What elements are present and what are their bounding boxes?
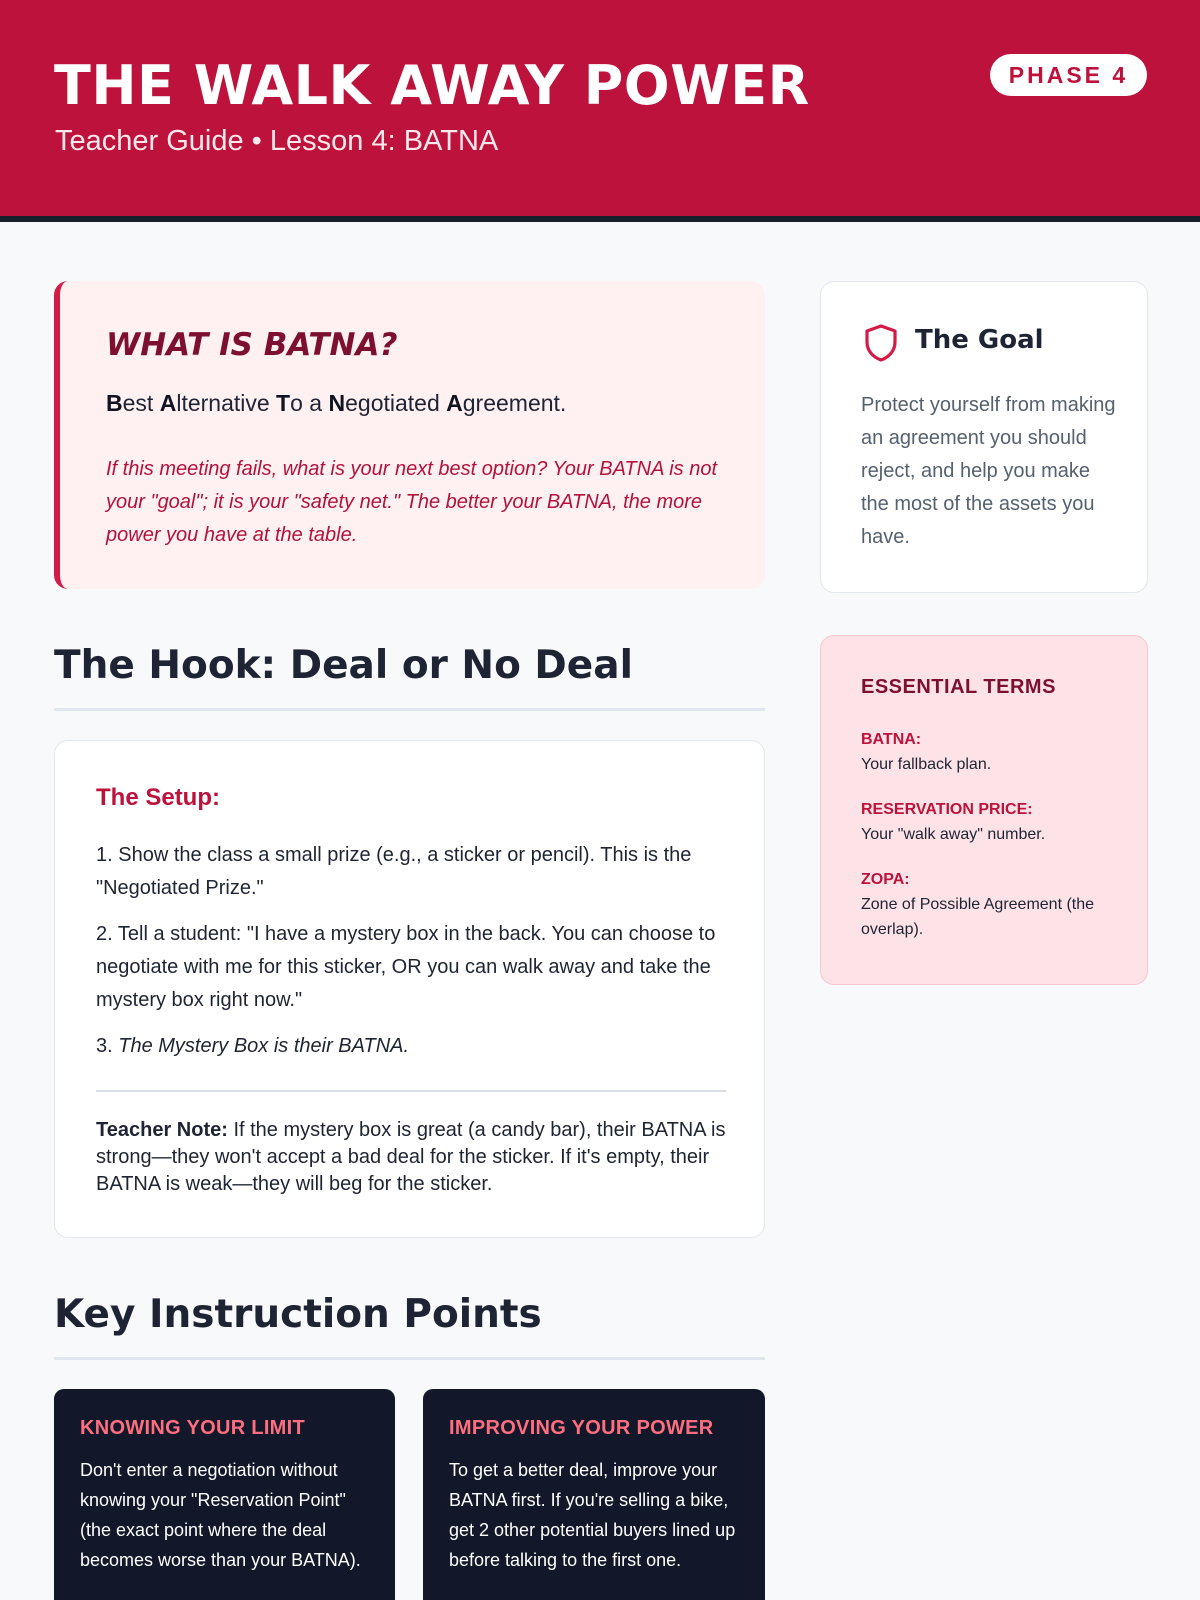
- acronym-initial: T: [276, 390, 291, 416]
- page-header: [0, 0, 1200, 222]
- term-definition: Zone of Possible Agreement (the overlap).: [861, 896, 1095, 938]
- term-definition: Your fallback plan.: [861, 756, 992, 773]
- term-item: [861, 871, 1121, 942]
- instruction-card: [423, 1389, 765, 1600]
- instruction-card-title: IMPROVING YOUR POWER: [449, 1417, 714, 1439]
- instruction-card-text: Don't enter a negotiation without knowing your "Reservation Point" (the exact point where the deal becomes worse than your BATNA).: [80, 1460, 361, 1570]
- term-item: [861, 801, 1121, 847]
- instruction-card-title: KNOWING YOUR LIMIT: [80, 1417, 306, 1439]
- setup-step: [96, 1030, 726, 1063]
- batna-definition: [106, 390, 566, 417]
- instruction-card-text: To get a better deal, improve your BATNA first. If you're selling a bike, get 2 other potential buyers lined up before talking to the first one.: [449, 1460, 736, 1570]
- setup-divider: [96, 1090, 726, 1092]
- section-divider: [54, 708, 765, 711]
- instruction-section-title: Key Instruction Points: [54, 1292, 542, 1337]
- hook-section-title: The Hook: Deal or No Deal: [54, 643, 633, 688]
- acronym-initial: A: [446, 390, 463, 416]
- teacher-note-label: Teacher Note:: [96, 1119, 228, 1141]
- acronym-word: est: [122, 390, 160, 416]
- section-divider: [54, 1357, 765, 1360]
- batna-definition-card: [54, 281, 765, 589]
- term-name: ZOPA:: [861, 871, 910, 888]
- acronym-word: lternative: [176, 390, 277, 416]
- acronym-word: greement.: [462, 390, 567, 416]
- phase-badge: PHASE 4: [990, 54, 1147, 96]
- acronym-word: egotiated: [345, 390, 447, 416]
- goal-card: [820, 281, 1148, 593]
- term-definition: Your "walk away" number.: [861, 826, 1046, 843]
- term-name: RESERVATION PRICE:: [861, 801, 1033, 818]
- page-subtitle: Teacher Guide • Lesson 4: BATNA: [55, 125, 499, 157]
- batna-title: WHAT IS BATNA?: [106, 327, 398, 363]
- goal-text: Protect yourself from making an agreement you should reject, and help you make the most of the assets you have.: [861, 394, 1116, 548]
- teacher-note: [96, 1117, 726, 1198]
- step-number: 3.: [96, 1035, 113, 1057]
- goal-title: The Goal: [915, 325, 1044, 355]
- setup-step: 2. Tell a student: "I have a mystery box in the back. You can choose to negotiate with me for this sticker, OR you can walk away and take the mystery box right now.": [96, 923, 716, 1011]
- term-item: [861, 731, 1121, 777]
- setup-card: [54, 740, 765, 1238]
- setup-step: 1. Show the class a small prize (e.g., a sticker or pencil). This is the "Negotiated Prize.": [96, 844, 692, 899]
- instruction-card: [54, 1389, 395, 1600]
- terms-title: ESSENTIAL TERMS: [861, 676, 1056, 698]
- acronym-initial: N: [328, 390, 346, 416]
- acronym-word: o a: [290, 390, 329, 416]
- term-name: BATNA:: [861, 731, 922, 748]
- page-title: THE WALK AWAY POWER: [54, 54, 810, 117]
- setup-title: The Setup:: [96, 784, 220, 811]
- teacher-note-text: If the mystery box is great (a candy bar), their BATNA is strong—they won't accept a bad deal for the sticker. If it's empty, their BATNA is weak—they will beg for the sticker.: [96, 1119, 726, 1195]
- shield-icon: [864, 324, 898, 362]
- acronym-initial: B: [106, 390, 123, 416]
- acronym-initial: A: [159, 390, 177, 416]
- batna-note: If this meeting fails, what is your next best option? Your BATNA is not your "goal"; it is your "safety net." The better your BATNA, the more power you have at the table.: [106, 458, 718, 546]
- step-text: The Mystery Box is their BATNA.: [118, 1035, 410, 1057]
- essential-terms-card: [820, 635, 1148, 985]
